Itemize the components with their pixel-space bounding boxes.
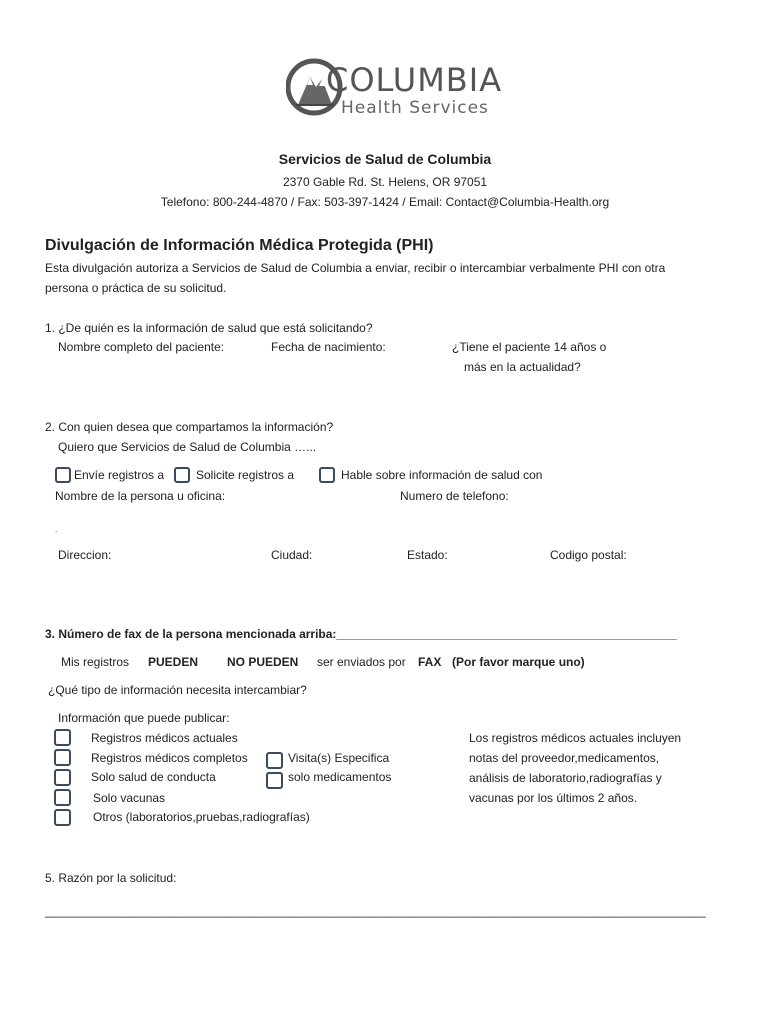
city-label: Ciudad: [271, 548, 313, 562]
publishable-info-label: Información que puede publicar: [58, 711, 230, 725]
send-records-checkbox[interactable] [55, 467, 71, 483]
send-records-label: Envíe registros a [74, 468, 165, 482]
cannot-option[interactable]: NO PUEDEN [227, 655, 299, 669]
section-2-sub: Quiero que Servicios de Salud de Columbia …... [58, 440, 317, 454]
behavioral-health-checkbox[interactable] [54, 769, 71, 786]
page-title: Divulgación de Información Médica Protegida (PHI) [45, 237, 434, 254]
complete-records-label: Registros médicos completos [91, 751, 248, 765]
section-1-heading: 1. ¿De quién es la información de salud que está solicitando? [45, 321, 373, 335]
complete-records-checkbox[interactable] [54, 749, 71, 766]
address-label: Direccion: [58, 548, 112, 562]
discuss-health-label: Hable sobre información de salud con [341, 468, 543, 482]
logo-subtitle: Health Services [341, 98, 489, 118]
medications-label: solo medicamentos [288, 770, 392, 784]
intro-line-1: Esta divulgación autoriza a Servicios de Salud de Columbia a enviar, recibir o intercambiar verbalmente PHI con otra [45, 261, 666, 275]
records-note-2: notas del proveedor,medicamentos, [469, 751, 660, 765]
sent-by-label: ser enviados por [317, 655, 406, 669]
zip-label: Codigo postal: [550, 548, 627, 562]
behavioral-health-label: Solo salud de conducta [91, 770, 216, 784]
stray-dot: . [55, 525, 58, 534]
patient-name-label: Nombre completo del paciente: [58, 340, 225, 354]
records-label: Mis registros [61, 655, 130, 669]
info-type-question: ¿Qué tipo de información necesita intercambiar? [48, 683, 307, 697]
intro-line-2: persona o práctica de su solicitud. [45, 281, 227, 295]
records-note-4: vacunas por los últimos 2 años. [469, 791, 638, 805]
medications-checkbox[interactable] [266, 772, 283, 789]
person-office-label: Nombre de la persona u oficina: [55, 489, 226, 503]
discuss-health-checkbox[interactable] [319, 467, 335, 483]
mark-one-note: (Por favor marque uno) [452, 655, 585, 669]
vaccines-label: Solo vacunas [93, 791, 166, 805]
request-records-checkbox[interactable] [174, 467, 190, 483]
current-records-checkbox[interactable] [54, 729, 71, 746]
records-note-1: Los registros médicos actuales incluyen [469, 731, 682, 745]
others-checkbox[interactable] [54, 809, 71, 826]
phone-label: Numero de telefono: [400, 489, 509, 503]
age-question-2: más en la actualidad? [464, 360, 581, 374]
org-name: Servicios de Salud de Columbia [278, 151, 492, 167]
reason-line[interactable]: ___________________________________________________________________________________________________ [45, 904, 706, 918]
others-label: Otros (laboratorios,pruebas,radiografías) [93, 810, 310, 824]
section-2-heading: 2. Con quien desea que compartamos la información? [45, 420, 334, 434]
age-question-1: ¿Tiene el paciente 14 años o [452, 340, 607, 354]
records-note-3: análisis de laboratorio,radiografías y [469, 771, 662, 785]
current-records-label: Registros médicos actuales [91, 731, 238, 745]
vaccines-checkbox[interactable] [54, 789, 71, 806]
org-address: 2370 Gable Rd. St. Helens, OR 97051 [282, 175, 488, 189]
request-records-label: Solicite registros a [196, 468, 295, 482]
can-option[interactable]: PUEDEN [148, 655, 199, 669]
columbia-logo [286, 55, 503, 125]
fax-label: FAX [418, 655, 442, 669]
specific-visit-label: Visita(s) Especifica [288, 751, 390, 765]
state-label: Estado: [407, 548, 448, 562]
fax-number-heading: 3. Número de fax de la persona mencionada arriba:___________________________________________________ [45, 627, 677, 641]
logo-brand: COLUMBIA [326, 61, 503, 99]
dob-label: Fecha de nacimiento: [271, 340, 386, 354]
org-contact: Telefono: 800-244-4870 / Fax: 503-397-1424 / Email: Contact@Columbia-Health.org [160, 195, 610, 209]
specific-visit-checkbox[interactable] [266, 752, 283, 769]
reason-heading: 5. Razón por la solicitud: [45, 871, 177, 885]
